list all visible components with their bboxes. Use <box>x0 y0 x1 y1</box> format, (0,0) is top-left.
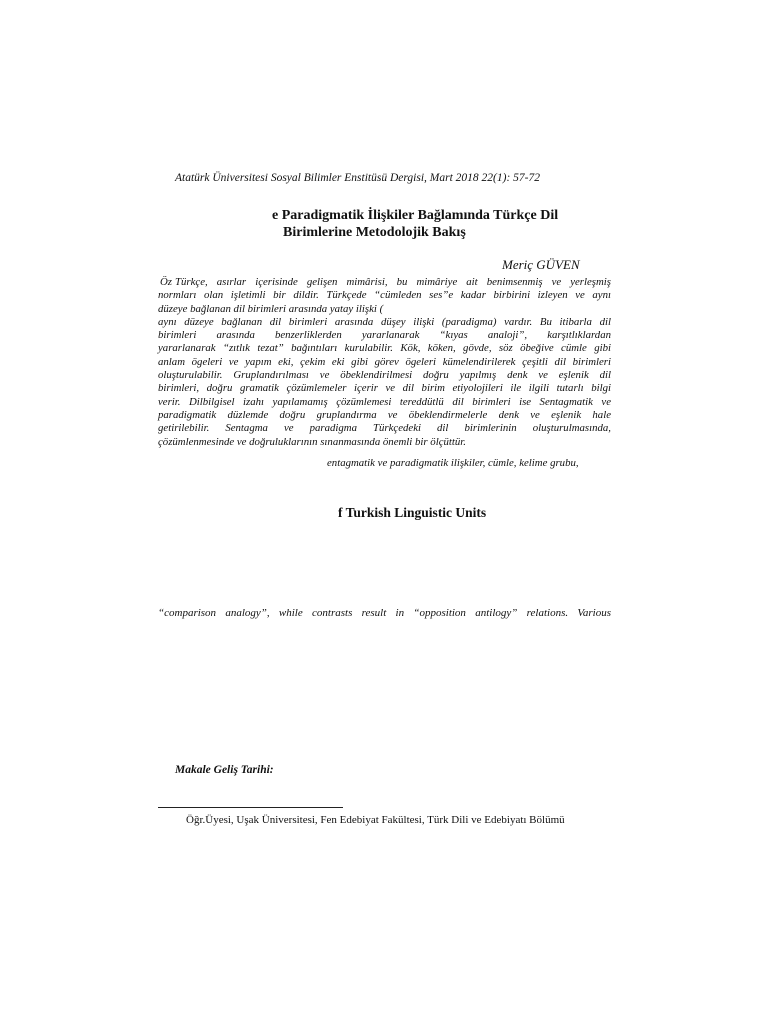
english-title: f Turkish Linguistic Units <box>338 505 487 520</box>
journal-citation: Atatürk Üniversitesi Sosyal Bilimler Enstitüsü Dergisi, Mart 2018 22(1): 57-72 <box>175 172 540 184</box>
abstract-line: getirilebilir. Sentagma ve paradigma Türkçedeki dil birimlerinin oluşturulmasında, <box>158 422 611 435</box>
abstract-line-text: Türkçe, asırlar içerisinde gelişen mimârisi, bu mimâriye ait benimsenmiş ve yerleşmiş <box>175 276 611 288</box>
article-title-line-2: Birimlerine Metodolojik Bakış <box>283 225 466 240</box>
author-affiliation-footnote: Öğr.Üyesi, Uşak Üniversitesi, Fen Edebiyat Fakültesi, Türk Dili ve Edebiyatı Bölümü <box>186 814 565 826</box>
abstract-line: çözümlenmesinde ve doğruluklarının sınanmasında önemli bir ölçüttür. <box>158 435 466 448</box>
english-abstract-line: “comparison analogy”, while contrasts result in “opposition antilogy” relations. Various <box>158 607 611 619</box>
abstract-line: birimleri, doğru gramatik çözümlemeler içerir ve dil birim etiyolojileri ile ilgili tutarlı bilgi <box>158 382 611 395</box>
footnote-divider <box>158 807 343 808</box>
abstract-line: düzeye bağlanan dil birimleri arasında yatay ilişki ( <box>158 302 384 315</box>
keywords: entagmatik ve paradigmatik ilişkiler, cümle, kelime grubu, <box>327 457 579 469</box>
abstract-line: yararlanarak “zıtlık tezat” bağıntıları kurulabilir. Kök, köken, gövde, söz öbeğive cümle gibi <box>158 342 611 355</box>
abstract-line: aynı düzeye bağlanan dil birimleri arasında düşey ilişki (paradigma) vardır. Bu itibarla dil <box>158 315 611 328</box>
abstract-line: verir. Dilbilgisel izahı yapılamamış çözümlemesi tereddütlü dil birimleri ise Sentagmatik ve <box>158 395 611 408</box>
abstract-label: Öz <box>160 276 172 288</box>
abstract-line: anlam ögeleri ve yapım eki, çekim eki gibi görev ögeleri kümelendirilerek çeşitli dil birimleri <box>158 355 611 368</box>
abstract-block <box>158 276 611 449</box>
author-name: Meriç GÜVEN <box>502 257 580 272</box>
abstract-line: normları olan işletimli bir dildir. Türkçede “cümleden ses”e kadar birbirini izleyen ve aynı <box>158 289 611 302</box>
abstract-line: oluşturulabilir. Gruplandırılması ve öbeklendirilmesi doğru yapılmış denk ve eşlenik dil <box>158 369 611 382</box>
received-date-label: Makale Geliş Tarihi: <box>175 764 274 776</box>
abstract-line <box>158 276 611 289</box>
article-title-line-1: e Paradigmatik İlişkiler Bağlamında Türkçe Dil <box>272 208 559 223</box>
abstract-line: birimleri arasında benzerliklerden yararlanarak “kıyas analoji”, karşıtlıklardan <box>158 329 611 342</box>
abstract-line: paradigmatik düzlemde doğru gruplandırma ve öbeklendirmelerle denk ve eşlenik hale <box>158 408 611 421</box>
